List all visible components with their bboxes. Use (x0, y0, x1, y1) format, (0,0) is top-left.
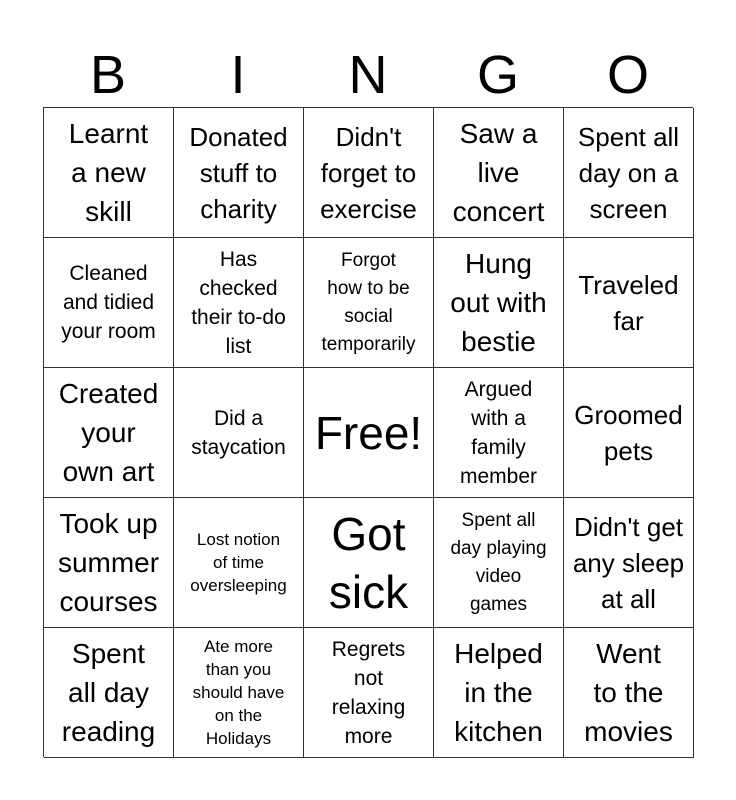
bingo-free-cell[interactable] (304, 368, 434, 498)
cell-text: Donated stuff to charity (189, 121, 288, 224)
bingo-cell[interactable] (44, 498, 174, 628)
cell-text: Went to the movies (584, 638, 673, 747)
bingo-cell[interactable] (564, 368, 694, 498)
header-letter-g: G (476, 45, 519, 105)
cell-text: Spent all day playing video games (450, 509, 547, 615)
bingo-cell[interactable] (174, 368, 304, 498)
bingo-cell[interactable] (44, 108, 174, 238)
cell-text: Regrets not relaxing more (331, 637, 406, 748)
bingo-cell[interactable] (44, 238, 174, 368)
bingo-cell[interactable] (434, 498, 564, 628)
bingo-cell[interactable] (434, 368, 564, 498)
cell-text: Didn't forget to exercise (320, 121, 417, 224)
bingo-cell[interactable] (174, 628, 304, 758)
bingo-cell[interactable] (304, 498, 434, 628)
cell-text: Cleaned and tidied your room (61, 262, 156, 343)
header-letter-n: N (348, 45, 388, 105)
cell-text: Took up summer courses (57, 508, 160, 617)
bingo-cell[interactable] (304, 628, 434, 758)
bingo-cell[interactable] (44, 368, 174, 498)
bingo-board (43, 107, 693, 757)
bingo-cell[interactable] (44, 628, 174, 758)
bingo-cell[interactable] (564, 628, 694, 758)
cell-text: Spent all day on a screen (577, 121, 680, 224)
bingo-header (43, 44, 693, 106)
cell-text: Groomed pets (574, 399, 683, 466)
cell-text: Learnt a new skill (68, 118, 149, 227)
bingo-cell[interactable] (564, 108, 694, 238)
bingo-cell[interactable] (434, 238, 564, 368)
bingo-cell[interactable] (174, 108, 304, 238)
bingo-cell[interactable] (304, 108, 434, 238)
cell-text: Spent all day reading (61, 638, 156, 747)
cell-text: Ate more than you should have on the Holidays (192, 637, 285, 748)
bingo-cell[interactable] (434, 108, 564, 238)
cell-text: Lost notion of time oversleeping (190, 530, 287, 595)
cell-text: Created your own art (58, 378, 159, 487)
cell-text: Free! (314, 406, 423, 459)
cell-text: Forgot how to be social temporarily (321, 249, 416, 355)
cell-text: Has checked their to-do list (191, 247, 286, 358)
bingo-cell[interactable] (564, 498, 694, 628)
cell-text: Did a staycation (191, 406, 286, 459)
bingo-cell[interactable] (434, 628, 564, 758)
cell-text: Didn't get any sleep at all (572, 511, 685, 614)
cell-text: Argued with a family member (459, 377, 538, 488)
cell-text: Got sick (328, 507, 409, 618)
bingo-cell[interactable] (564, 238, 694, 368)
bingo-cell[interactable] (304, 238, 434, 368)
cell-text: Traveled far (578, 269, 679, 336)
cell-text: Helped in the kitchen (454, 638, 543, 747)
cell-text: Hung out with bestie (450, 248, 547, 357)
header-letter-b: B (89, 45, 127, 105)
cell-text: Saw a live concert (452, 118, 545, 227)
bingo-cell[interactable] (174, 238, 304, 368)
header-letter-i: I (230, 45, 246, 105)
header-letter-o: O (606, 45, 649, 105)
bingo-cell[interactable] (174, 498, 304, 628)
